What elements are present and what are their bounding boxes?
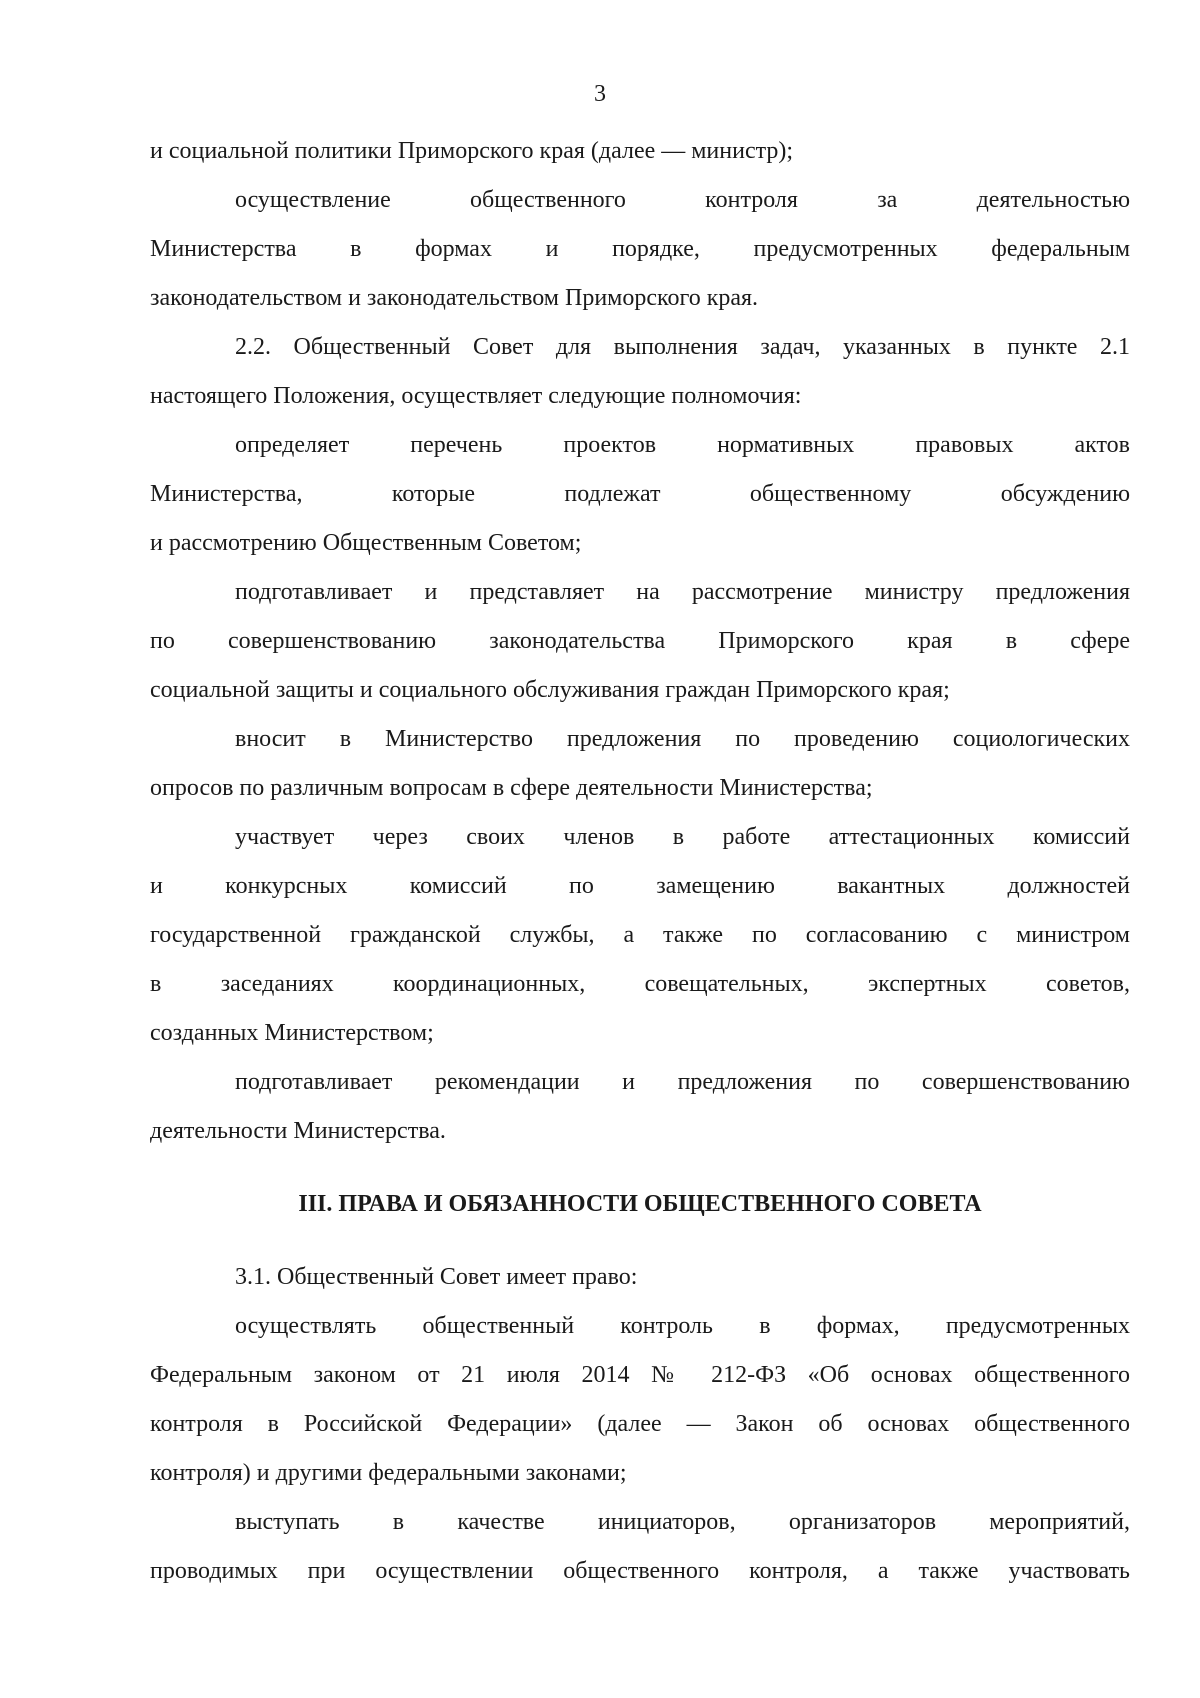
text-line: Федеральным законом от 21 июля 2014 № 212-ФЗ «Об основах общественного (150, 1362, 1130, 1388)
text-line: подготавливает и представляет на рассмотрение министру предложения (235, 579, 1130, 605)
text-line: в заседаниях координационных, совещательных, экспертных советов, (150, 971, 1130, 997)
text-line: законодательством и законодательством Приморского края. (150, 285, 759, 311)
document-body (150, 127, 1130, 1596)
text-line: 2.2. Общественный Совет для выполнения задач, указанных в пункте 2.1 (235, 334, 1130, 360)
text-line: 3.1. Общественный Совет имеет право: (235, 1264, 638, 1290)
text-line: по совершенствованию законодательства Приморского края в сфере (150, 628, 1130, 654)
text-line: осуществлять общественный контроль в формах, предусмотренных (235, 1313, 1130, 1339)
text-line: социальной защиты и социального обслуживания граждан Приморского края; (150, 677, 950, 703)
text-line: выступать в качестве инициаторов, организаторов мероприятий, (235, 1509, 1130, 1535)
text-line: проводимых при осуществлении общественного контроля, а также участвовать (150, 1558, 1130, 1584)
text-line: и социальной политики Приморского края (далее — министр); (150, 138, 794, 164)
text-line: подготавливает рекомендации и предложения по совершенствованию (235, 1069, 1130, 1095)
text-line: участвует через своих членов в работе аттестационных комиссий (235, 824, 1130, 850)
text-line: деятельности Министерства. (150, 1118, 446, 1144)
section-heading: III. ПРАВА И ОБЯЗАННОСТИ ОБЩЕСТВЕННОГО СОВЕТА (298, 1191, 982, 1217)
text-line: государственной гражданской службы, а также по согласованию с министром (150, 922, 1130, 948)
text-line: и рассмотрению Общественным Советом; (150, 530, 582, 556)
text-line: вносит в Министерство предложения по проведению социологических (235, 726, 1130, 752)
text-line: контроля в Российской Федерации» (далее — Закон об основах общественного (150, 1411, 1130, 1437)
text-line: определяет перечень проектов нормативных правовых актов (235, 432, 1130, 458)
text-line: Министерства в формах и порядке, предусмотренных федеральным (150, 236, 1130, 262)
text-line: осуществление общественного контроля за деятельностью (235, 187, 1130, 213)
text-line: опросов по различным вопросам в сфере деятельности Министерства; (150, 775, 873, 801)
text-line: созданных Министерством; (150, 1020, 434, 1046)
page-number: 3 (594, 81, 606, 107)
text-line: и конкурсных комиссий по замещению вакантных должностей (150, 873, 1130, 899)
text-line: контроля) и другими федеральными законами; (150, 1460, 627, 1486)
text-line: Министерства, которые подлежат общественному обсуждению (150, 481, 1130, 507)
text-line: настоящего Положения, осуществляет следующие полномочия: (150, 383, 802, 409)
